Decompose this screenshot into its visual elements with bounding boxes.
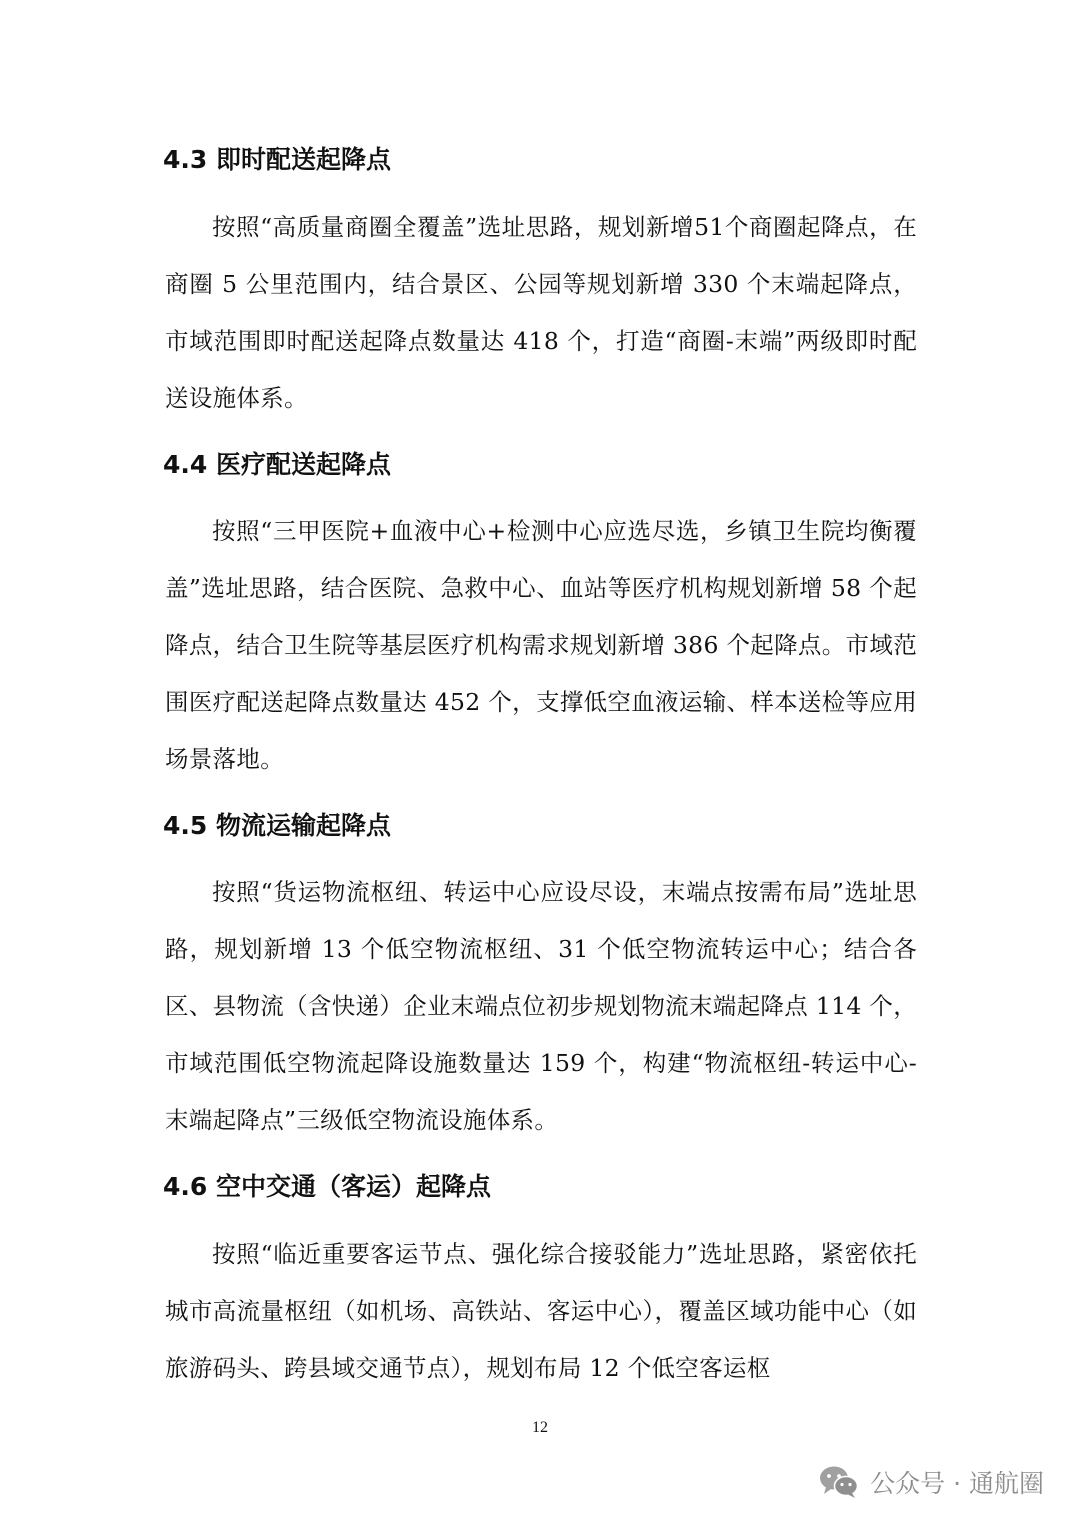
watermark	[818, 1460, 1044, 1504]
section-heading-4-5: 4.5 物流运输起降点	[163, 811, 391, 840]
section-paragraph-4-4: 按照“三甲医院+血液中心+检测中心应选尽选，乡镇卫生院均衡覆盖”选址思路，结合医院、急救中心、血站等医疗机构规划新增 58 个起降点，结合卫生院等基层医疗机构需求规划新增 386 个起降点。市域范围医疗配送起降点数量达 452 个，支撑低空血液运输、样本送检等应用场景落地。	[165, 517, 917, 773]
section-paragraph-4-3: 按照“高质量商圈全覆盖”选址思路，规划新增51个商圈起降点，在商圈 5 公里范围内，结合景区、公园等规划新增 330 个末端起降点，市域范围即时配送起降点数量达 418 个，打造“商圈-末端”两级即时配送设施体系。	[165, 213, 917, 412]
section-paragraph-4-6: 按照“临近重要客运节点、强化综合接驳能力”选址思路，紧密依托城市高流量枢纽（如机场、高铁站、客运中心），覆盖区域功能中心（如旅游码头、跨县域交通节点），规划布局 12 个低空客运枢	[165, 1240, 917, 1382]
section-heading-4-6: 4.6 空中交通（客运）起降点	[163, 1172, 491, 1201]
section-heading-4-4: 4.4 医疗配送起降点	[163, 450, 391, 479]
section-paragraph-4-5: 按照“货运物流枢纽、转运中心应设尽设，末端点按需布局”选址思路，规划新增 13 个低空物流枢纽、31 个低空物流转运中心；结合各区、县物流（含快递）企业末端点位初步规划物流末端起降点 114 个，市域范围低空物流起降设施数量达 159 个，构建“物流枢纽-转运中心-末端起降点”三级低空物流设施体系。	[165, 878, 917, 1134]
section-heading-4-3: 4.3 即时配送起降点	[163, 145, 391, 174]
wechat-icon	[818, 1464, 860, 1500]
page-number: 12	[532, 1419, 548, 1436]
watermark-text: 公众号 · 通航圈	[870, 1469, 1044, 1498]
